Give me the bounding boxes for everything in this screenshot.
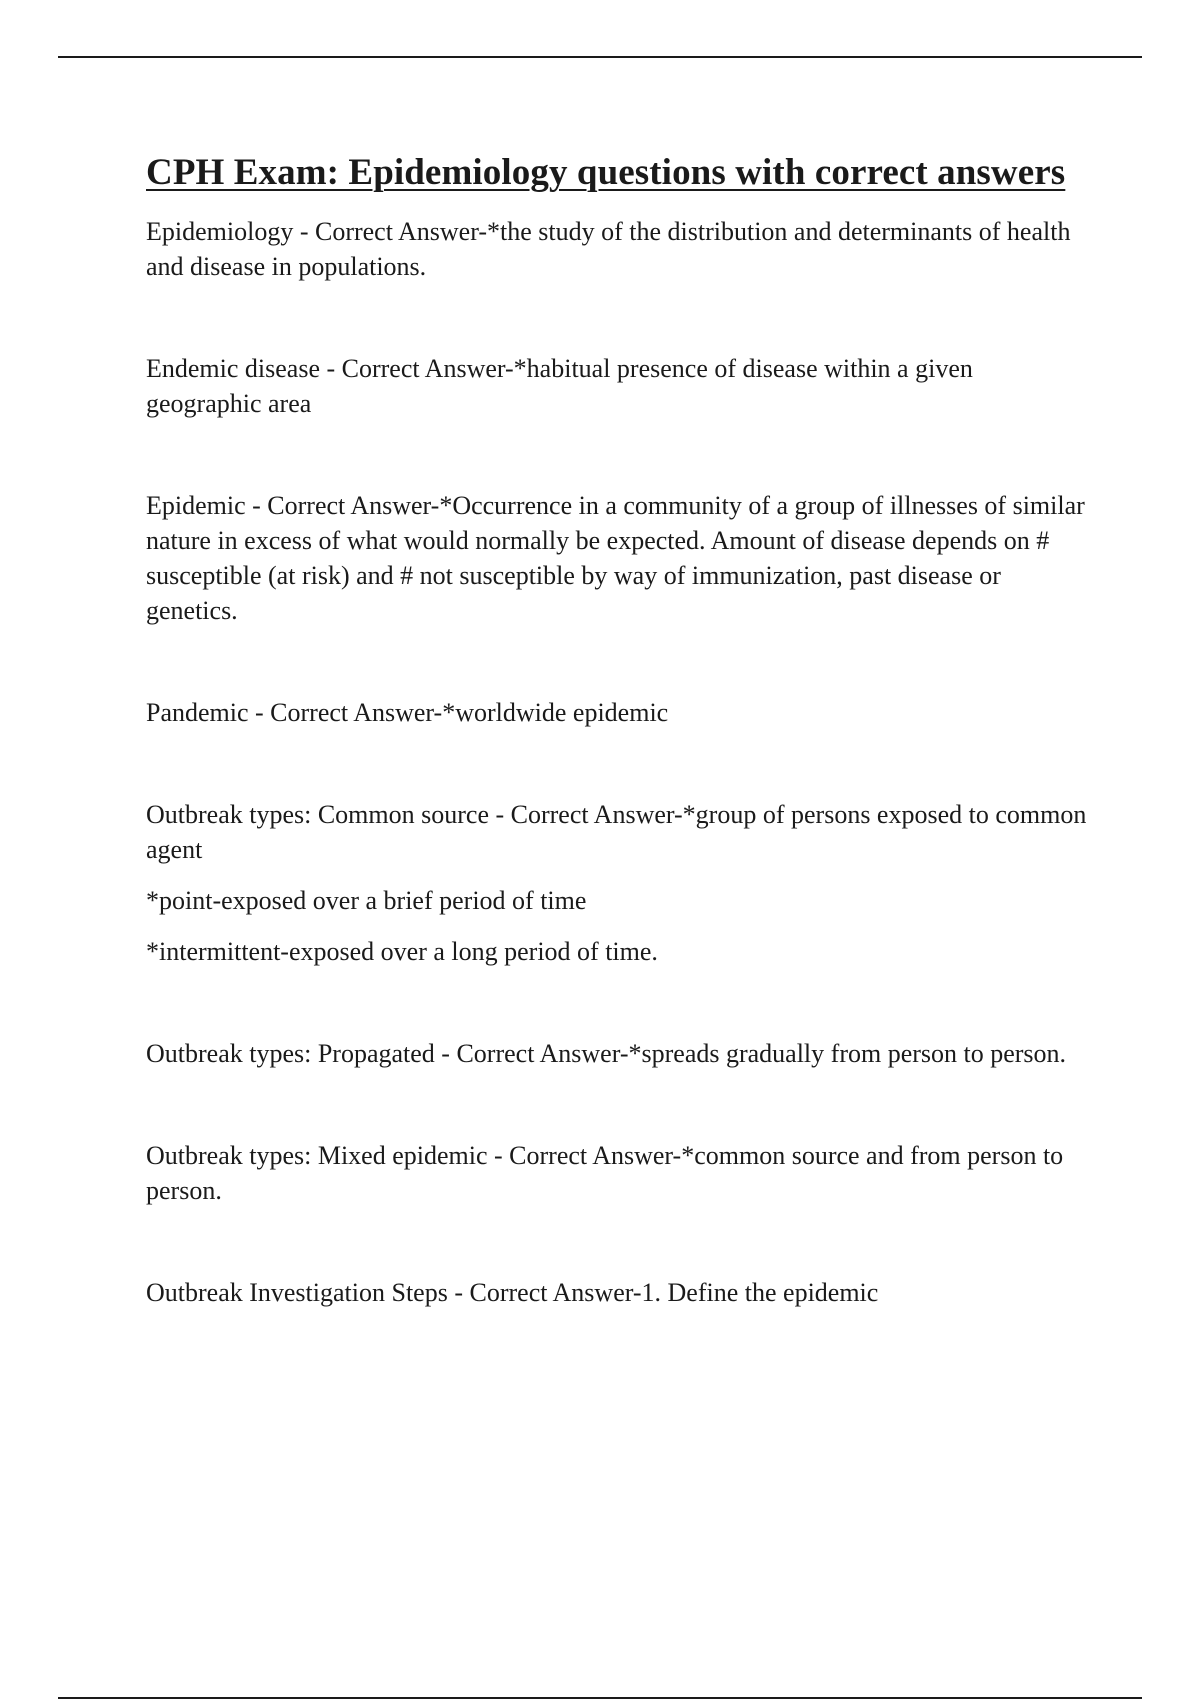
document-title: CPH Exam: Epidemiology questions with correct answers: [146, 152, 1066, 193]
bottom-divider: [58, 1697, 1142, 1699]
entry-common-source-point: *point-exposed over a brief period of time: [146, 886, 587, 915]
document-body: [146, 148, 1091, 1310]
entry-common-source-intermittent: *intermittent-exposed over a long period of time.: [146, 937, 658, 966]
entry-pandemic: Pandemic - Correct Answer-*worldwide epidemic: [146, 698, 669, 727]
entry-endemic-disease: Endemic disease - Correct Answer-*habitual presence of disease within a given geographic area: [146, 354, 973, 418]
entry-investigation-steps: Outbreak Investigation Steps - Correct Answer-1. Define the epidemic: [146, 1278, 879, 1307]
entry-common-source: Outbreak types: Common source - Correct Answer-*group of persons exposed to common agent: [146, 800, 1087, 864]
top-divider: [58, 56, 1142, 58]
entry-propagated: Outbreak types: Propagated - Correct Answer-*spreads gradually from person to person.: [146, 1039, 1067, 1068]
entry-mixed-epidemic: Outbreak types: Mixed epidemic - Correct Answer-*common source and from person to person.: [146, 1141, 1064, 1205]
entry-epidemiology: Epidemiology - Correct Answer-*the study of the distribution and determinants of health and disease in populations.: [146, 217, 1071, 281]
entry-epidemic: Epidemic - Correct Answer-*Occurrence in a community of a group of illnesses of similar nature in excess of what would normally be expected. Amount of disease depends on # susceptible (at risk) and # not susceptible by way of immunization, past disease or genetics.: [146, 491, 1085, 625]
